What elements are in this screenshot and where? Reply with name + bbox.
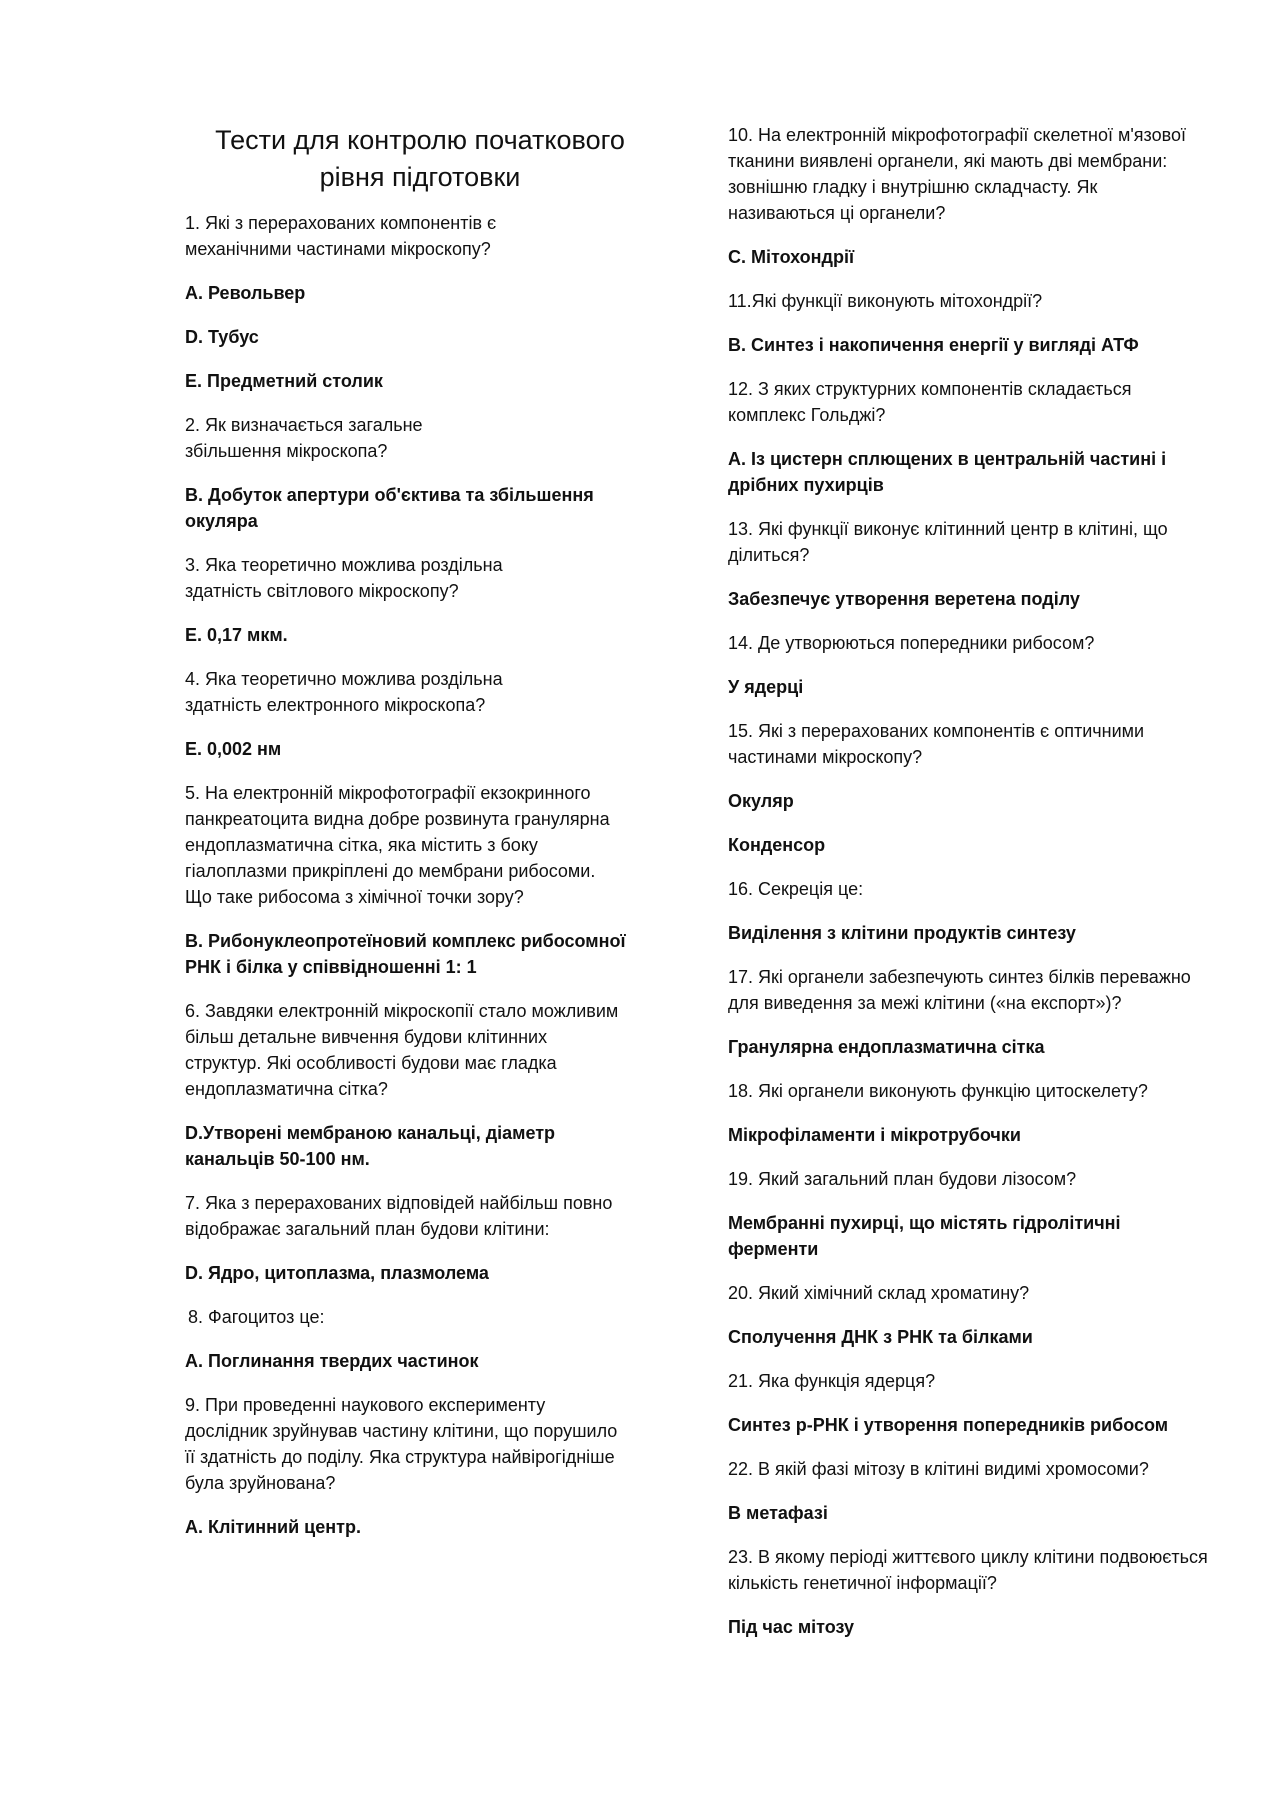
answer-text: C. Мітохондрії bbox=[728, 247, 855, 267]
answer-text: Сполучення ДНК з РНК та білками bbox=[728, 1327, 1033, 1347]
answer-text: Під час мітозу bbox=[728, 1617, 854, 1637]
question-text: 10. На електронній мікрофотографії скелетної м'язової тканини виявлені органели, які мають дві мембрани: зовнішню гладку і внутрішню складчасту. Як називаються ці органели? bbox=[728, 125, 1186, 223]
answer-text: Виділення з клітини продуктів синтезу bbox=[728, 923, 1076, 943]
answer-text: D. Тубус bbox=[185, 327, 259, 347]
answer-text: Конденсор bbox=[728, 835, 826, 855]
answer-text: A. Поглинання твердих частинок bbox=[185, 1351, 479, 1371]
question-text: 2. Як визначається загальне збільшення мікроскопа? bbox=[185, 415, 423, 461]
question-text: 7. Яка з перерахованих відповідей найбільш повно відображає загальний план будови клітини: bbox=[185, 1193, 613, 1239]
answer-text: Гранулярна ендоплазматична сітка bbox=[728, 1037, 1045, 1057]
question-text: 20. Який хімічний склад хроматину? bbox=[728, 1283, 1030, 1303]
page-title: Тести для контролю початкового рівня підготовки bbox=[215, 125, 625, 192]
question-text: 23. В якому періоді життєвого циклу клітини подвоюється кількість генетичної інформації? bbox=[728, 1547, 1208, 1593]
answer-text: D.Утворені мембраною канальці, діаметр канальців 50-100 нм. bbox=[185, 1123, 556, 1169]
answer-text: D. Ядро, цитоплазма, плазмолема bbox=[185, 1263, 489, 1283]
question-text: 4. Яка теоретично можлива роздільна здатність електронного мікроскопа? bbox=[185, 669, 503, 715]
answer-text: A. Клітинний центр. bbox=[185, 1517, 361, 1537]
left-column bbox=[185, 122, 655, 1558]
answer-text: E. 0,17 мкм. bbox=[185, 625, 288, 645]
answer-text: B. Синтез і накопичення енергії у вигляді АТФ bbox=[728, 335, 1139, 355]
answer-text: Мембранні пухирці, що містять гідролітичні ферменти bbox=[728, 1213, 1121, 1259]
question-text: 15. Які з перерахованих компонентів є оптичними частинами мікроскопу? bbox=[728, 721, 1145, 767]
question-text: 9. При проведенні наукового експерименту дослідник зруйнував частину клітини, що порушило її здатність до поділу. Яка структура найвірогідніше була зруйнована? bbox=[185, 1395, 618, 1493]
question-text: 18. Які органели виконують функцію цитоскелету? bbox=[728, 1081, 1148, 1101]
question-text: 3. Яка теоретично можлива роздільна здатність світлового мікроскопу? bbox=[185, 555, 503, 601]
answer-text: У ядерці bbox=[728, 677, 804, 697]
question-text: 21. Яка функція ядерця? bbox=[728, 1371, 936, 1391]
question-text: 14. Де утворюються попередники рибосом? bbox=[728, 633, 1095, 653]
question-text: 6. Завдяки електронній мікроскопії стало можливим більш детальне вивчення будови клітинних структур. Які особливості будови має гладка ендоплазматична сітка? bbox=[185, 1001, 619, 1099]
answer-text: Окуляр bbox=[728, 791, 794, 811]
question-text: 17. Які органели забезпечують синтез білків переважно для виведення за межі клітини («на експорт»)? bbox=[728, 967, 1191, 1013]
answer-text: A. Із цистерн сплющених в центральній частині і дрібних пухирців bbox=[728, 449, 1167, 495]
question-text: 1. Які з перерахованих компонентів є механічними частинами мікроскопу? bbox=[185, 213, 497, 259]
answer-text: Забезпечує утворення веретена поділу bbox=[728, 589, 1080, 609]
answer-text: B. Рибонуклеопротеїновий комплекс рибосомної РНК і білка у співвідношенні 1: 1 bbox=[185, 931, 626, 977]
question-text: 8. Фагоцитоз це: bbox=[188, 1307, 325, 1327]
question-text: 16. Секреція це: bbox=[728, 879, 864, 899]
question-text: 5. На електронній мікрофотографії екзокринного панкреатоцита видна добре розвинута гранулярна ендоплазматична сітка, яка містить з боку гіалоплазми прикріплені до мембрани рибосоми. Що таке рибосома з хімічної точки зору? bbox=[185, 783, 610, 907]
question-text: 19. Який загальний план будови лізосом? bbox=[728, 1169, 1077, 1189]
question-text: 12. З яких структурних компонентів складається комплекс Гольджі? bbox=[728, 379, 1132, 425]
answer-text: В метафазі bbox=[728, 1503, 828, 1523]
answer-text: B. Добуток апертури об'єктива та збільшення окуляра bbox=[185, 485, 594, 531]
question-text: 22. В якій фазі мітозу в клітині видимі хромосоми? bbox=[728, 1459, 1149, 1479]
answer-text: A. Револьвер bbox=[185, 283, 306, 303]
question-text: 13. Які функції виконує клітинний центр в клітині, що ділиться? bbox=[728, 519, 1168, 565]
right-column bbox=[728, 122, 1208, 1658]
answer-text: Синтез р-РНК і утворення попередників рибосом bbox=[728, 1415, 1169, 1435]
answer-text: Мікрофіламенти і мікротрубочки bbox=[728, 1125, 1021, 1145]
answer-text: E. Предметний столик bbox=[185, 371, 383, 391]
answer-text: E. 0,002 нм bbox=[185, 739, 282, 759]
question-text: 11.Які функції виконують мітохондрії? bbox=[728, 291, 1043, 311]
